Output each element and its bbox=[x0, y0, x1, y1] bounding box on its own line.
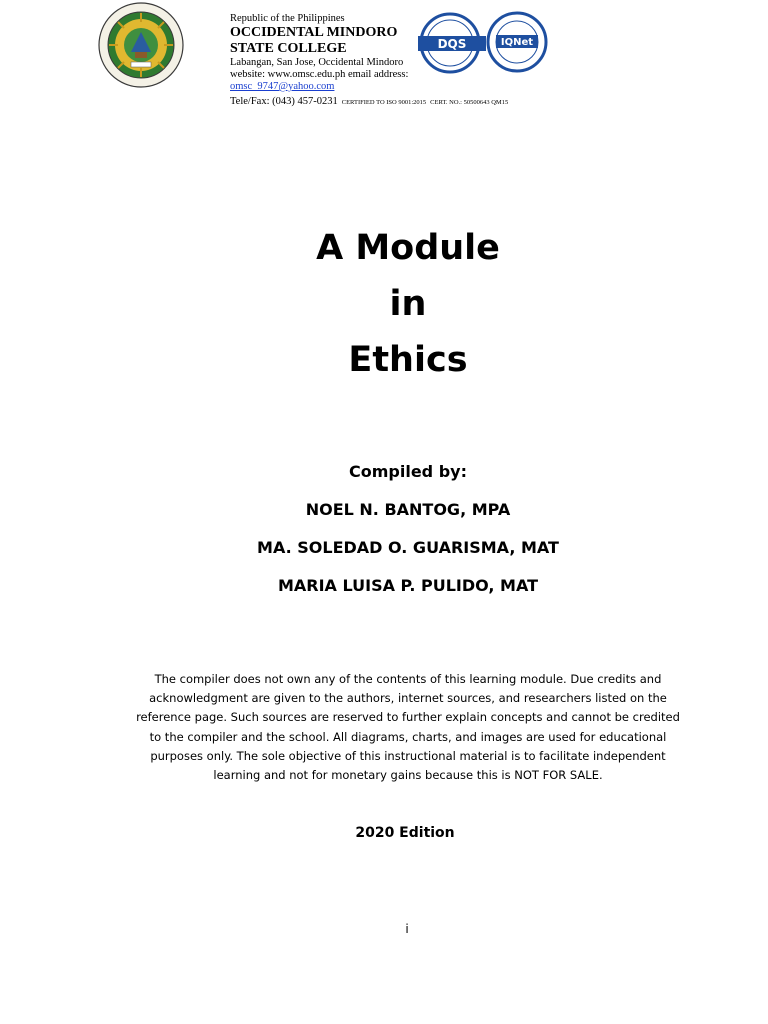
svg-text:IQNet: IQNet bbox=[500, 37, 534, 48]
republic-line: Republic of the Philippines bbox=[230, 13, 345, 24]
website-line: website: www.omsc.edu.ph email address: bbox=[230, 69, 409, 80]
module-title bbox=[0, 220, 768, 388]
iqnet-certification-logo bbox=[486, 11, 548, 73]
author-2: MA. SOLEDAD O. GUARISMA, MAT bbox=[257, 538, 559, 557]
college-seal-logo bbox=[98, 2, 184, 88]
compiled-by-section bbox=[0, 458, 768, 610]
college-name-line-1: OCCIDENTAL MINDORO bbox=[230, 25, 398, 40]
edition-label: 2020 Edition bbox=[355, 825, 455, 841]
college-address: Labangan, San Jose, Occidental Mindoro bbox=[230, 57, 404, 68]
seal-icon bbox=[98, 2, 184, 88]
college-name-line-2: STATE COLLEGE bbox=[230, 41, 347, 56]
telefax: Tele/Fax: (043) 457-0231 bbox=[230, 96, 338, 107]
iso-certified-text: CERTIFIED TO ISO 9001:2015 bbox=[341, 99, 427, 106]
svg-text:DQS: DQS bbox=[437, 37, 467, 51]
compiled-by-heading: Compiled by: bbox=[349, 462, 467, 481]
title-line-1: A Module bbox=[316, 228, 500, 268]
author-1: NOEL N. BANTOG, MPA bbox=[305, 500, 511, 519]
disclaimer-paragraph: The compiler does not own any of the contents of this learning module. Due credits and acknowledgment are given to the authors, internet sources, and researchers listed on the reference page. Such sources are reserved to further explain concepts and cannot be credited to the compiler and the school. All diagrams, charts, and images are used for educational purposes only. The sole objective of this instructional material is to facilitate independent learning and not for monetary gains because this is NOT FOR SALE. bbox=[136, 672, 680, 783]
dqs-icon bbox=[416, 12, 488, 74]
page-number: i bbox=[405, 922, 409, 936]
title-line-2: in bbox=[389, 284, 427, 324]
iqnet-icon bbox=[486, 11, 548, 73]
cert-number: CERT. NO.: 50500643 QM15 bbox=[430, 99, 509, 106]
email-link[interactable]: omsc_9747@yahoo.com bbox=[230, 81, 335, 92]
title-line-3: Ethics bbox=[348, 340, 468, 380]
telefax-row bbox=[230, 93, 550, 109]
dqs-certification-logo bbox=[416, 12, 488, 74]
author-3: MARIA LUISA P. PULIDO, MAT bbox=[277, 576, 539, 595]
